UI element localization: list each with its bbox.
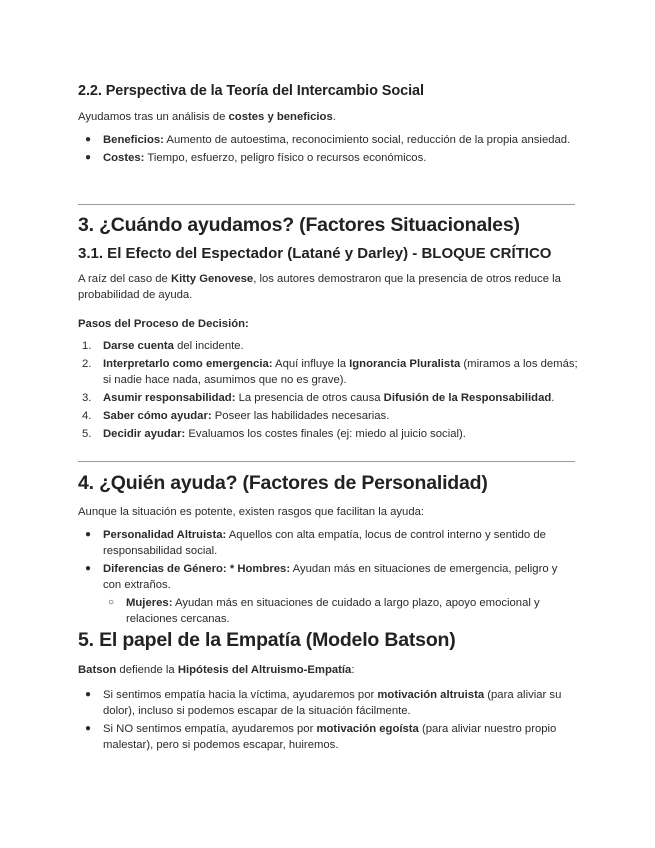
list-item: 5. Decidir ayudar: Evaluamos los costes finales (ej: miedo al juicio social). xyxy=(82,428,466,440)
hollow-bullet-icon: ○ xyxy=(108,597,115,608)
list-item: ● Diferencias de Género: * Hombres: Ayudan más en situaciones de emergencia, peligro y con extraños. xyxy=(85,563,558,591)
list-item: ● Si sentimos empatía hacia la víctima, ayudaremos por motivación altruista (para aliviar su dolor), incluso si podemos escapar de la situación fácilmente. xyxy=(85,689,562,717)
section-5-heading: 5. El papel de la Empatía (Modelo Batson) xyxy=(78,629,456,651)
divider xyxy=(78,461,575,462)
steps-title: Pasos del Proceso de Decisión: xyxy=(78,318,249,330)
section-5-list xyxy=(78,687,578,753)
section-3-heading: 3. ¿Cuándo ayudamos? (Factores Situacionales) xyxy=(78,214,520,236)
section-4-list xyxy=(78,527,578,627)
section-3 xyxy=(78,214,578,444)
sub-list-item: ○ Mujeres: Ayudan más en situaciones de cuidado a largo plazo, apoyo emocional y relaciones cercanas. xyxy=(108,597,540,625)
list-item: ● Si NO sentimos empatía, ayudaremos por motivación egoísta (para aliviar nuestro propio malestar), pero si podemos escapar, huiremos. xyxy=(85,723,557,751)
bullet-icon: ● xyxy=(85,689,92,700)
section-2-2-intro: Ayudamos tras un análisis de costes y beneficios. xyxy=(78,111,336,123)
list-item: ● Beneficios: Aumento de autoestima, reconocimiento social, reducción de la propia ansiedad. xyxy=(85,134,571,146)
bullet-icon: ● xyxy=(85,152,92,163)
section-4-intro: Aunque la situación es potente, existen rasgos que facilitan la ayuda: xyxy=(78,506,425,518)
list-item: 2. Interpretarlo como emergencia: Aquí influye la Ignorancia Pluralista (miramos a los demás; si nadie hace nada, asumimos que no es grave). xyxy=(82,358,578,386)
list-item: ● Costes: Tiempo, esfuerzo, peligro físico o recursos económicos. xyxy=(85,152,427,164)
section-2-2-list xyxy=(78,132,578,166)
section-3-1-intro: A raíz del caso de Kitty Genovese, los autores demostraron que la presencia de otros reduce la probabilidad de ayuda. xyxy=(78,273,561,301)
list-item: 4. Saber cómo ayudar: Poseer las habilidades necesarias. xyxy=(82,410,390,422)
section-3-1-heading: 3.1. El Efecto del Espectador (Latané y Darley) - BLOQUE CRÍTICO xyxy=(78,245,552,262)
divider xyxy=(78,204,575,205)
bullet-icon: ● xyxy=(85,723,92,734)
section-2-2-heading: 2.2. Perspectiva de la Teoría del Intercambio Social xyxy=(78,83,424,99)
list-item: 3. Asumir responsabilidad: La presencia de otros causa Difusión de la Responsabilidad. xyxy=(82,392,555,404)
section-4-heading: 4. ¿Quién ayuda? (Factores de Personalidad) xyxy=(78,472,488,494)
list-item: ● Personalidad Altruista: Aquellos con alta empatía, locus de control interno y sentido de responsabilidad social. xyxy=(85,529,546,557)
section-5-intro: Batson defiende la Hipótesis del Altruismo-Empatía: xyxy=(78,664,355,676)
steps-list xyxy=(78,338,578,442)
bullet-icon: ● xyxy=(85,529,92,540)
bullet-icon: ● xyxy=(85,134,92,145)
section-2-2 xyxy=(78,83,578,168)
list-item: 1. Darse cuenta del incidente. xyxy=(82,340,244,352)
section-4 xyxy=(78,472,578,629)
section-5 xyxy=(78,629,578,755)
bullet-icon: ● xyxy=(85,563,92,574)
